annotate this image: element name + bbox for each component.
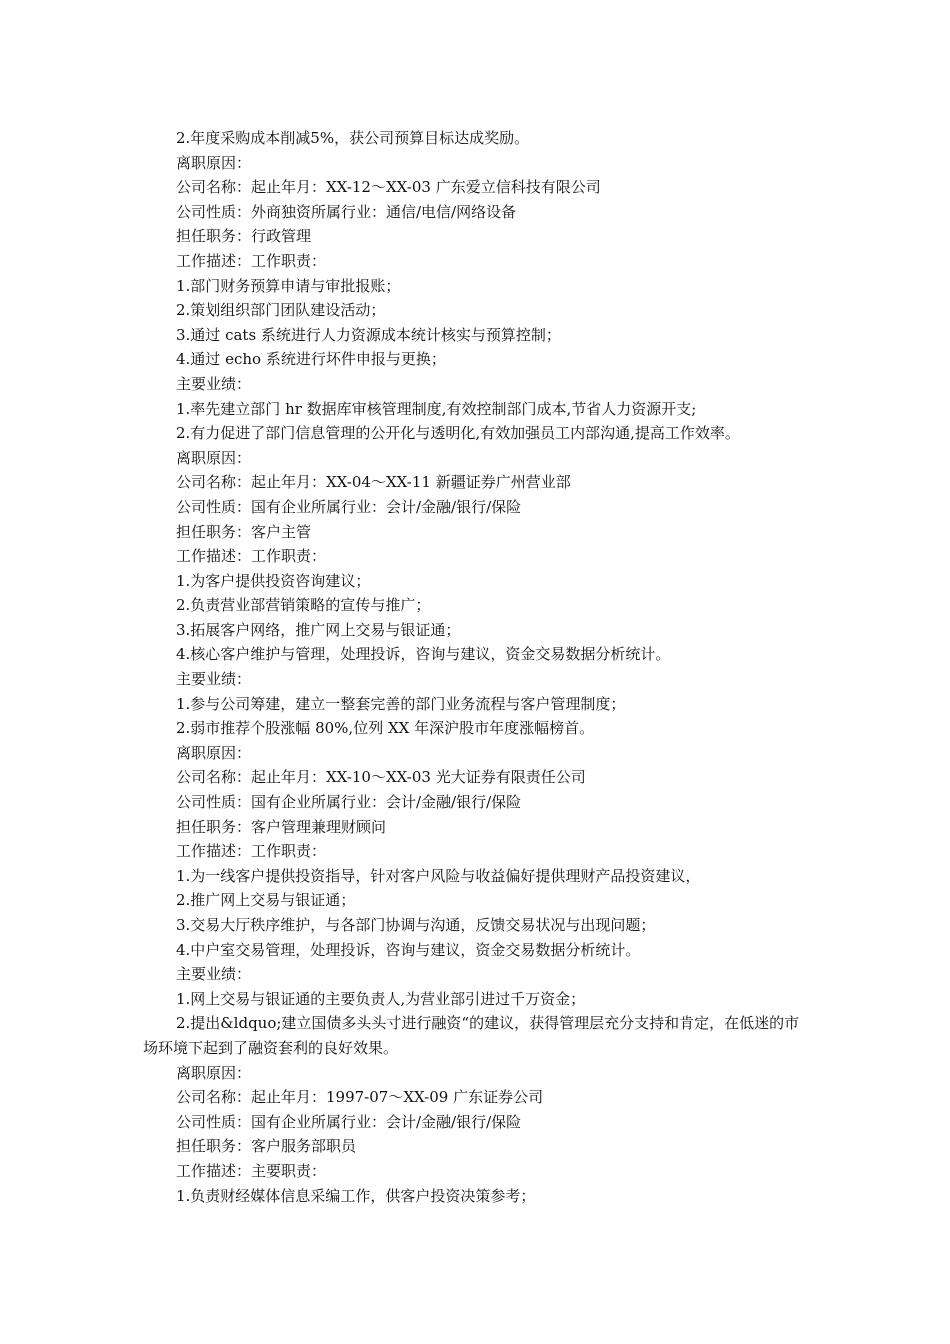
text-line: 离职原因：: [176, 153, 252, 172]
text-line: 担任职务：行政管理: [176, 227, 312, 246]
text-line: 2.推广网上交易与银证通；: [176, 891, 356, 910]
text-line: 担任职务：客户服务部职员: [176, 1137, 357, 1156]
text-line: 2.策划组织部门团队建设活动；: [176, 301, 386, 320]
text-line: 工作描述：主要职责：: [176, 1161, 327, 1180]
text-line: 主要业绩：: [176, 965, 252, 984]
text-line: 公司名称：起止年月：1997-07～XX-09 广东证券公司: [176, 1088, 544, 1107]
text-line: 主要业绩：: [176, 670, 252, 689]
text-line: 离职原因：: [176, 743, 252, 762]
text-line: 工作描述：工作职责：: [176, 842, 327, 861]
text-line: 4.中户室交易管理，处理投诉，咨询与建议，资金交易数据分析统计。: [176, 940, 641, 959]
text-line: 4.核心客户维护与管理，处理投诉，咨询与建议，资金交易数据分析统计。: [176, 645, 671, 664]
text-line: 1.为客户提供投资咨询建议；: [176, 571, 371, 590]
text-line: 离职原因：: [176, 448, 252, 467]
text-line: 离职原因：: [176, 1063, 252, 1082]
text-line: 公司性质：外商独资所属行业：通信/电信/网络设备: [176, 202, 517, 221]
text-line: 2.弱市推荐个股涨幅 80%,位列 XX 年深沪股市年度涨幅榜首。: [176, 719, 595, 738]
text-line: 2.年度采购成本削减5%，获公司预算目标达成奖励。: [176, 129, 530, 147]
text-paragraph-wrapped: 2.提出&ldquo;建立国债多头头寸进行融资“的建议，获得管理层充分支持和肯定，在低迷的市场环境下起到了融资套利的良好效果。: [143, 1014, 800, 1057]
text-line: 1.为一线客户提供投资指导，针对客户风险与收益偏好提供理财产品投资建议，: [176, 866, 701, 885]
text-line: 公司名称：起止年月：XX-10～XX-03 光大证券有限责任公司: [176, 768, 586, 787]
text-line: 担任职务：客户主管: [176, 522, 312, 541]
text-line: 4.通过 echo 系统进行坏件申报与更换；: [176, 350, 446, 369]
text-line: 公司名称：起止年月：XX-04～XX-11 新疆证券广州营业部: [176, 473, 571, 492]
text-line: 公司名称：起止年月：XX-12～XX-03 广东爱立信科技有限公司: [176, 178, 601, 197]
text-line: 3.拓展客户网络，推广网上交易与银证通；: [176, 620, 461, 639]
text-line: 2.有力促进了部门信息管理的公开化与透明化,有效加强员工内部沟通,提高工作效率。: [176, 424, 740, 443]
text-line: 2.负责营业部营销策略的宣传与推广；: [176, 596, 431, 615]
text-line: 工作描述：工作职责：: [176, 547, 327, 566]
text-line: 3.交易大厅秩序维护，与各部门协调与沟通，反馈交易状况与出现问题；: [176, 916, 656, 934]
document-body: [143, 126, 813, 1208]
text-line: 工作描述：工作职责：: [176, 251, 327, 270]
text-line: 1.负责财经媒体信息采编工作，供客户投资决策参考；: [176, 1186, 536, 1205]
text-line: 1.网上交易与银证通的主要负责人,为营业部引进过千万资金；: [176, 989, 586, 1008]
text-line: 1.率先建立部门 hr 数据库审核管理制度,有效控制部门成本,节省人力资源开支;: [176, 399, 697, 418]
text-line: 公司性质：国有企业所属行业：会计/金融/银行/保险: [176, 497, 522, 516]
text-line: 主要业绩：: [176, 374, 252, 393]
text-line: 公司性质：国有企业所属行业：会计/金融/银行/保险: [176, 1112, 522, 1131]
text-line: 3.通过 cats 系统进行人力资源成本统计核实与预算控制；: [176, 325, 561, 344]
text-line: 公司性质：国有企业所属行业：会计/金融/银行/保险: [176, 793, 522, 812]
text-line: 1.部门财务预算申请与审批报账；: [176, 276, 401, 295]
text-line: 担任职务：客户管理兼理财顾问: [176, 817, 387, 836]
text-line: 1.参与公司筹建，建立一整套完善的部门业务流程与客户管理制度；: [176, 694, 626, 713]
